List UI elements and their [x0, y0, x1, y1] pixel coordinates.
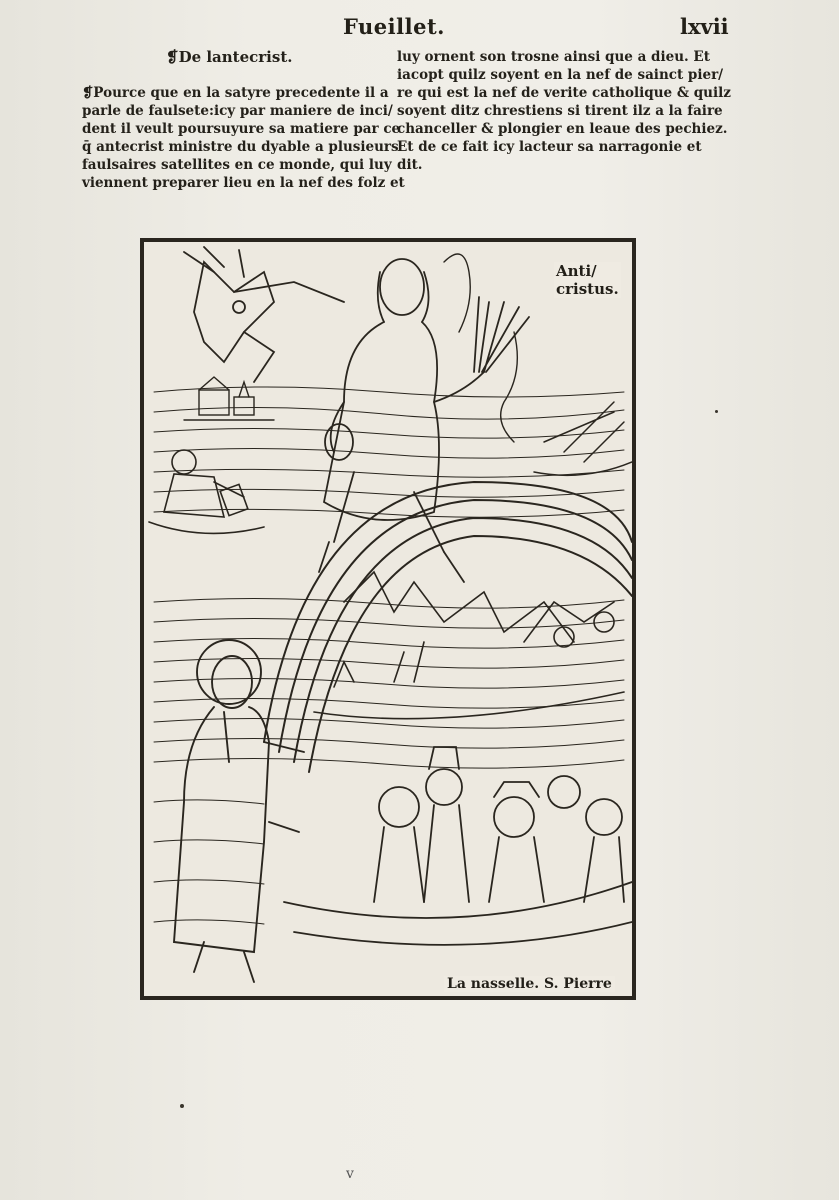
- text-line: chanceller & plongier en leaue des pechiez.: [397, 121, 728, 137]
- text-line: parle de faulsete:icy par maniere de inci/: [82, 103, 393, 119]
- ribbons: [444, 254, 517, 442]
- text-line: ❡Pource que en la satyre precedente il a: [82, 85, 389, 101]
- ship-top-right: [534, 402, 632, 475]
- text-line: iacopt quilz soyent en la nef de sainct pier/: [397, 67, 724, 83]
- antichrist-figure: [319, 259, 529, 582]
- text-line: viennent preparer lieu en la nef des folz et: [82, 175, 405, 191]
- text-line: Et de ce fait icy lacteur sa narragonie et: [397, 139, 702, 155]
- rainbow-arc: [264, 482, 632, 772]
- ink-speck: [180, 1104, 184, 1108]
- woodcut-drawing: [144, 242, 632, 996]
- running-head: [0, 14, 839, 44]
- text-line: soyent ditz chrestiens si tirent ilz a la faire: [397, 103, 723, 119]
- woodcut-illustration: [140, 238, 636, 1000]
- lower-boat: [284, 747, 632, 945]
- section-heading: ❡De lantecrist.: [166, 48, 293, 66]
- left-text-column: [82, 48, 405, 192]
- text-line: faulsaires satellites en ce monde, qui luy: [82, 157, 392, 173]
- right-text-column: [397, 48, 731, 174]
- saint-peter-figure: [174, 640, 304, 982]
- castle: [184, 377, 274, 420]
- boat-label: La nasselle. S. Pierre: [444, 976, 615, 992]
- folio-title: Fueillet.: [343, 14, 445, 39]
- bottom-mark: v: [346, 1166, 354, 1182]
- middle-boat: [314, 572, 624, 719]
- antichrist-label: Anti/ cristus.: [556, 262, 619, 298]
- water-hatching-bottom: [154, 800, 264, 924]
- text-line: dent il veult poursuyure sa matiere par ce: [82, 121, 401, 137]
- folio-number: lxvii: [680, 14, 729, 39]
- devil-figure: [184, 247, 344, 382]
- text-line: luy ornent son trosne ainsi que a dieu. Et: [397, 49, 710, 65]
- water-hatching: [154, 387, 624, 768]
- text-line: dit.: [397, 157, 423, 173]
- ink-speck: [715, 410, 718, 413]
- text-line: re qui est la nef de verite catholique & quilz: [397, 85, 731, 101]
- text-line: q̄ antecrist ministre du dyable a plusieurs: [82, 139, 399, 155]
